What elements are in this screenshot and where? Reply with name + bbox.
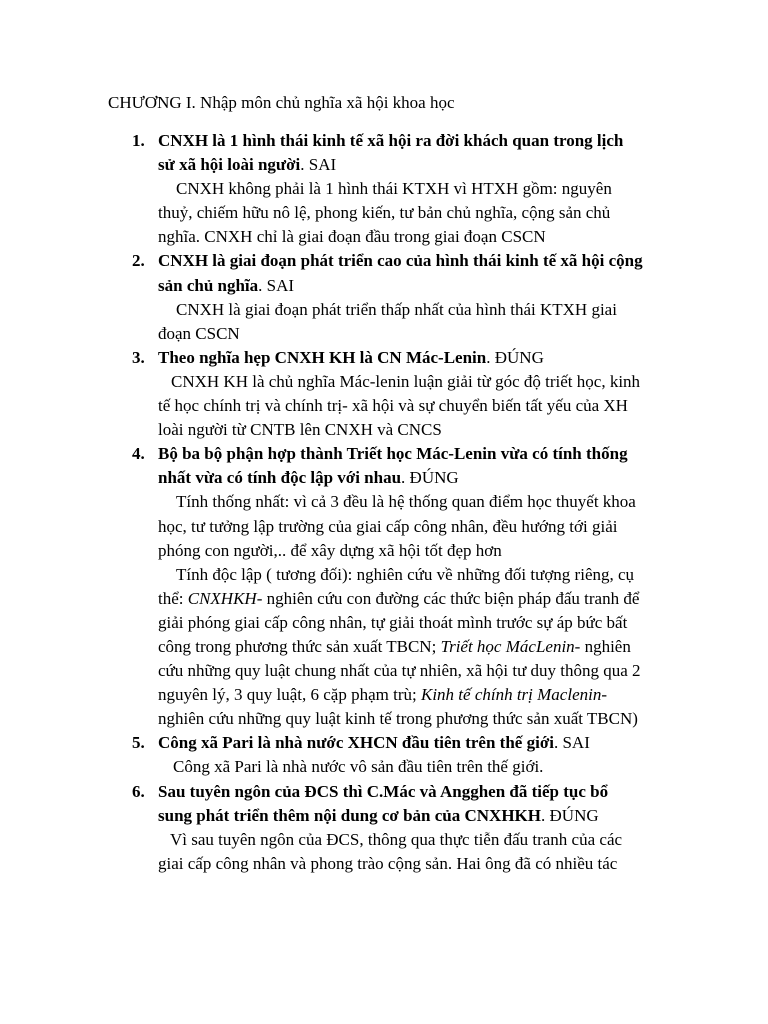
question-number: 6.: [132, 781, 145, 801]
question-number: 4.: [132, 444, 145, 464]
statement-text: CNXH là giai đoạn phát triển cao của hình thái kinh tế xã hội cộng sản chủ nghĩa: [158, 251, 643, 295]
question-statement: [158, 129, 644, 177]
question-item: [132, 249, 644, 345]
explanation: CNXH là giai đoạn phát triển thấp nhất của hình thái KTXH giai đoạn CSCN: [158, 299, 617, 343]
explanation-text: - nghiên cứu những quy luật kinh tế trong phương thức sản xuất TBCN): [158, 685, 638, 729]
statement-text: Bộ ba bộ phận hợp thành Triết học Mác-Lenin vừa có tính thống nhất vừa có tính độc lập với nhau: [158, 444, 628, 488]
chapter-title: CHƯƠNG I. Nhập môn chủ nghĩa xã hội khoa học: [108, 93, 455, 112]
subject-name: Triết học MácLenin: [440, 636, 575, 656]
statement-text: CNXH là 1 hình thái kinh tế xã hội ra đời khách quan trong lịch sử xã hội loài người: [158, 131, 624, 175]
question-item: [132, 129, 644, 249]
question-statement: [158, 346, 644, 370]
question-item: [132, 731, 644, 779]
verdict: . SAI: [553, 733, 590, 753]
verdict: . ĐÚNG: [541, 805, 599, 825]
question-list: [132, 129, 644, 876]
question-number: 3.: [132, 347, 145, 367]
explanation: CNXH không phải là 1 hình thái KTXH vì HTXH gồm: nguyên thuỷ, chiếm hữu nô lệ, phong kiến, tư bản chủ nghĩa, cộng sản chủ nghĩa. CNXH chỉ là giai đoạn đầu trong giai đoạn CSCN: [158, 179, 612, 247]
verdict: . SAI: [258, 275, 295, 295]
subject-name: Kinh tế chính trị Maclenin: [420, 685, 602, 705]
question-number: 2.: [132, 251, 145, 271]
question-statement: [158, 442, 644, 490]
question-item: [132, 346, 644, 442]
explanation-text: - nghiên cứu con đường các thức biện pháp đấu tranh để giải phóng giai cấp công nhân, tự giải thoát mình trước sự áp bức bất công trong phương thức sản xuất TBCN;: [158, 588, 640, 656]
explanation-text: Tính độc lập ( tương đối): nghiên cứu về những đối tượng riêng, cụ thể:: [158, 564, 635, 608]
statement-text: Theo nghĩa hẹp CNXH KH là CN Mác-Lenin: [158, 347, 487, 367]
verdict: . SAI: [300, 155, 337, 175]
explanation-unity: Tính thống nhất: vì cả 3 đều là hệ thống quan điểm học thuyết khoa học, tư tưởng lập trường của giai cấp công nhân, đều hướng tới giải phóng con người,.. để xây dựng xã hội tốt đẹp hơn: [158, 492, 636, 560]
statement-text: Công xã Pari là nhà nước XHCN đầu tiên trên thế giới: [158, 733, 554, 753]
explanation: Công xã Pari là nhà nước vô sản đầu tiên trên thế giới.: [173, 757, 544, 777]
verdict: . ĐÚNG: [486, 347, 544, 367]
statement-text: Sau tuyên ngôn của ĐCS thì C.Mác và Angghen đã tiếp tục bổ sung phát triển thêm nội dung cơ bản của CNXHKH: [158, 781, 609, 825]
explanation-text: - nghiên cứu những quy luật chung nhất của tự nhiên, xã hội tư duy thông qua 2 nguyên lý, 3 quy luật, 6 cặp phạm trù;: [158, 636, 641, 705]
question-statement: [158, 249, 644, 297]
subject-name: CNXHKH: [187, 588, 257, 608]
verdict: . ĐÚNG: [401, 468, 459, 488]
question-number: 5.: [132, 733, 145, 753]
question-item: [132, 442, 644, 731]
explanation-independence: [158, 563, 644, 732]
explanation: Vì sau tuyên ngôn của ĐCS, thông qua thực tiễn đấu tranh của các giai cấp công nhân và phong trào cộng sản. Hai ông đã có nhiều tác: [158, 829, 623, 873]
question-number: 1.: [132, 131, 145, 150]
question-statement: [158, 731, 644, 755]
question-statement: [158, 780, 644, 828]
question-item: [132, 780, 644, 876]
explanation: CNXH KH là chủ nghĩa Mác-lenin luận giải từ góc độ triết học, kinh tế học chính trị và chính trị- xã hội và sự chuyển biến tất yếu của XH loài người từ CNTB lên CNXH và CNCS: [158, 371, 641, 440]
